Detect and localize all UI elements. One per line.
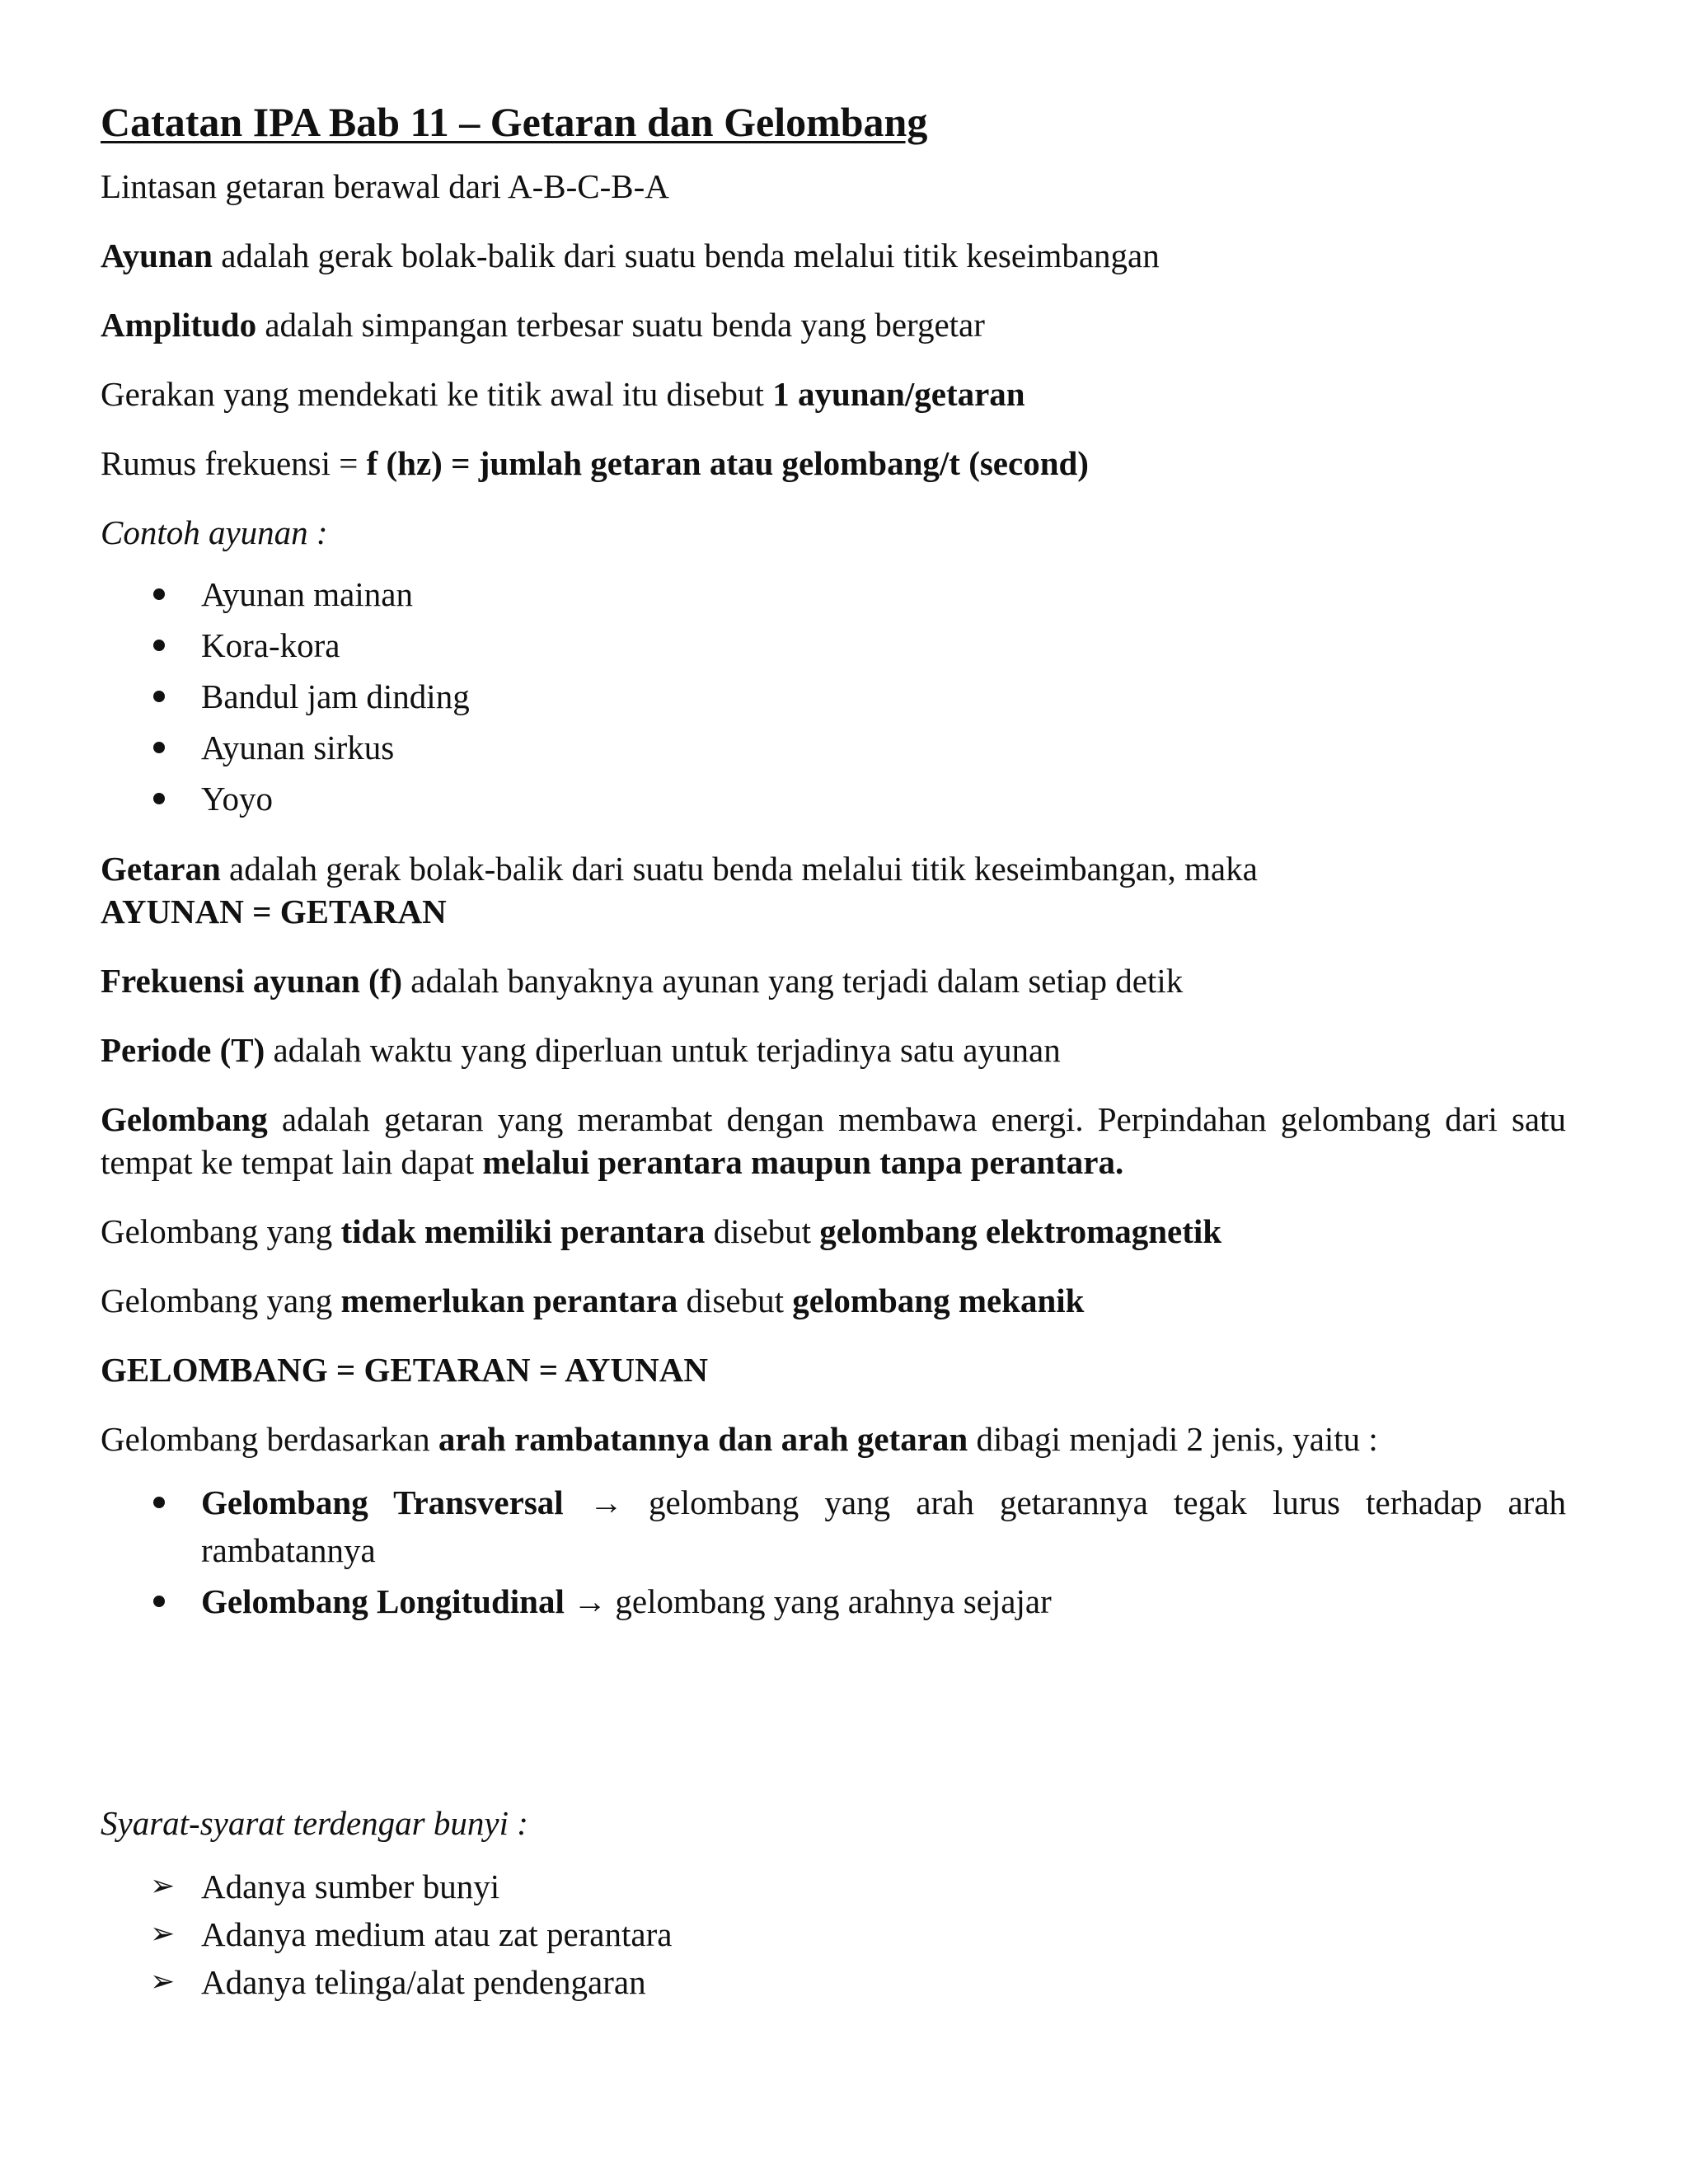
gelombang-bold-end: melalui perantara maupun tanpa perantara. [482, 1143, 1124, 1181]
ayunan-equals-getaran: AYUNAN = GETARAN [101, 893, 447, 930]
equality-text: GELOMBANG = GETARAN = AYUNAN [101, 1351, 708, 1389]
frekuensi-def-text: adalah banyaknya ayunan yang terjadi dalam setiap detik [402, 962, 1184, 1000]
lintasan-line: Lintasan getaran berawal dari A-B-C-B-A [101, 167, 669, 205]
syarat-heading: Syarat-syarat terdengar bunyi : [101, 1804, 528, 1842]
elektro-text-2: disebut [705, 1212, 820, 1250]
periode-definition [101, 1029, 1566, 1071]
getaran-definition [101, 847, 1566, 933]
bullet-icon [153, 588, 165, 600]
list-item-text: Yoyo [201, 780, 274, 818]
list-item-text: Ayunan sirkus [201, 729, 395, 766]
gerakan-text: Gerakan yang mendekati ke titik awal itu disebut [101, 375, 773, 413]
type-term: Gelombang Transversal [201, 1483, 564, 1521]
getaran-def-text: adalah gerak bolak-balik dari suatu benda melalui titik keseimbangan, maka [220, 850, 1258, 888]
mekanik-line [101, 1279, 1566, 1322]
periode-term: Periode (T) [101, 1031, 265, 1069]
mekanik-bold-1: memerlukan perantara [340, 1282, 678, 1319]
elektro-bold-1: tidak memiliki perantara [340, 1212, 706, 1250]
right-arrow-icon: → [564, 1582, 616, 1620]
jenis-text-2: dibagi menjadi 2 jenis, yaitu : [968, 1420, 1378, 1458]
jenis-text-1: Gelombang berdasarkan [101, 1420, 438, 1458]
list-item [101, 722, 1566, 773]
gerakan-bold: 1 ayunan/getaran [772, 375, 1025, 413]
gerakan-line [101, 373, 1566, 415]
equality-line [101, 1348, 1566, 1391]
gelombang-definition [101, 1098, 1566, 1183]
list-item-text: Bandul jam dinding [201, 677, 470, 715]
elektro-bold-2: gelombang elektromagnetik [819, 1212, 1222, 1250]
amplitudo-definition [101, 303, 1566, 346]
gelombang-term: Gelombang [101, 1100, 268, 1138]
bullet-icon [153, 640, 165, 651]
rumus-formula: f (hz) = jumlah getaran atau gelombang/t (second) [366, 444, 1089, 482]
list-item [101, 773, 1566, 824]
rumus-line [101, 442, 1566, 485]
bullet-icon [153, 1596, 165, 1607]
mekanik-text-2: disebut [678, 1282, 793, 1319]
frekuensi-term: Frekuensi ayunan (f) [101, 962, 403, 1000]
list-item [101, 671, 1566, 722]
type-def: gelombang yang arahnya sejajar [615, 1582, 1052, 1620]
page-title: Catatan IPA Bab 11 – Getaran dan Gelombang [101, 99, 928, 145]
frekuensi-definition [101, 959, 1566, 1002]
ayunan-term: Ayunan [101, 237, 213, 274]
list-item-text: Kora-kora [201, 626, 340, 664]
list-item-text: Adanya medium atau zat perantara [201, 1915, 673, 1953]
rumus-text: Rumus frekuensi = [101, 444, 367, 482]
list-item [101, 569, 1566, 620]
elektro-text-1: Gelombang yang [101, 1212, 341, 1250]
mekanik-text-1: Gelombang yang [101, 1282, 341, 1319]
ayunan-definition [101, 234, 1566, 277]
list-item [101, 620, 1566, 671]
bullet-icon [153, 1497, 165, 1508]
list-item-text: Adanya sumber bunyi [201, 1868, 500, 1905]
list-item [101, 1863, 1566, 1910]
mekanik-bold-2: gelombang mekanik [792, 1282, 1085, 1319]
elektromagnetik-line [101, 1210, 1566, 1253]
bullet-icon [153, 691, 165, 702]
ayunan-def-text: adalah gerak bolak-balik dari suatu benda melalui titik keseimbangan [212, 237, 1160, 274]
type-def: gelombang yang arah getarannya tegak lurus terhadap arah rambatannya [201, 1483, 1567, 1569]
list-item-text: Adanya telinga/alat pendengaran [201, 1963, 646, 2001]
contoh-list [101, 569, 1566, 824]
amplitudo-term: Amplitudo [101, 306, 257, 344]
contoh-heading: Contoh ayunan : [101, 513, 328, 551]
chevron-bullet-icon: ➢ [150, 1965, 176, 1999]
list-item [101, 1577, 1566, 1625]
bullet-icon [153, 793, 165, 804]
list-item [101, 1910, 1566, 1958]
getaran-term: Getaran [101, 850, 221, 888]
right-arrow-icon: → [563, 1483, 649, 1521]
gelombang-def-text: adalah getaran yang merambat dengan membawa energi. Perpindahan gelombang dari satu tempat ke tempat lain dapat [101, 1100, 1566, 1181]
bullet-icon [153, 742, 165, 753]
type-term: Gelombang Longitudinal [201, 1582, 565, 1620]
spacer [101, 1629, 1566, 1802]
list-item [101, 1958, 1566, 2006]
chevron-bullet-icon: ➢ [150, 1917, 176, 1951]
amplitudo-def-text: adalah simpangan terbesar suatu benda yang bergetar [256, 306, 985, 344]
list-item [101, 1479, 1566, 1574]
jenis-bold-1: arah rambatannya dan arah getaran [438, 1420, 968, 1458]
periode-def-text: adalah waktu yang diperluan untuk terjadinya satu ayunan [265, 1031, 1061, 1069]
list-item-text: Ayunan mainan [201, 575, 413, 613]
syarat-list [101, 1863, 1566, 2006]
gelombang-types-list [101, 1479, 1566, 1625]
chevron-bullet-icon: ➢ [150, 1869, 176, 1903]
jenis-line [101, 1418, 1566, 1460]
